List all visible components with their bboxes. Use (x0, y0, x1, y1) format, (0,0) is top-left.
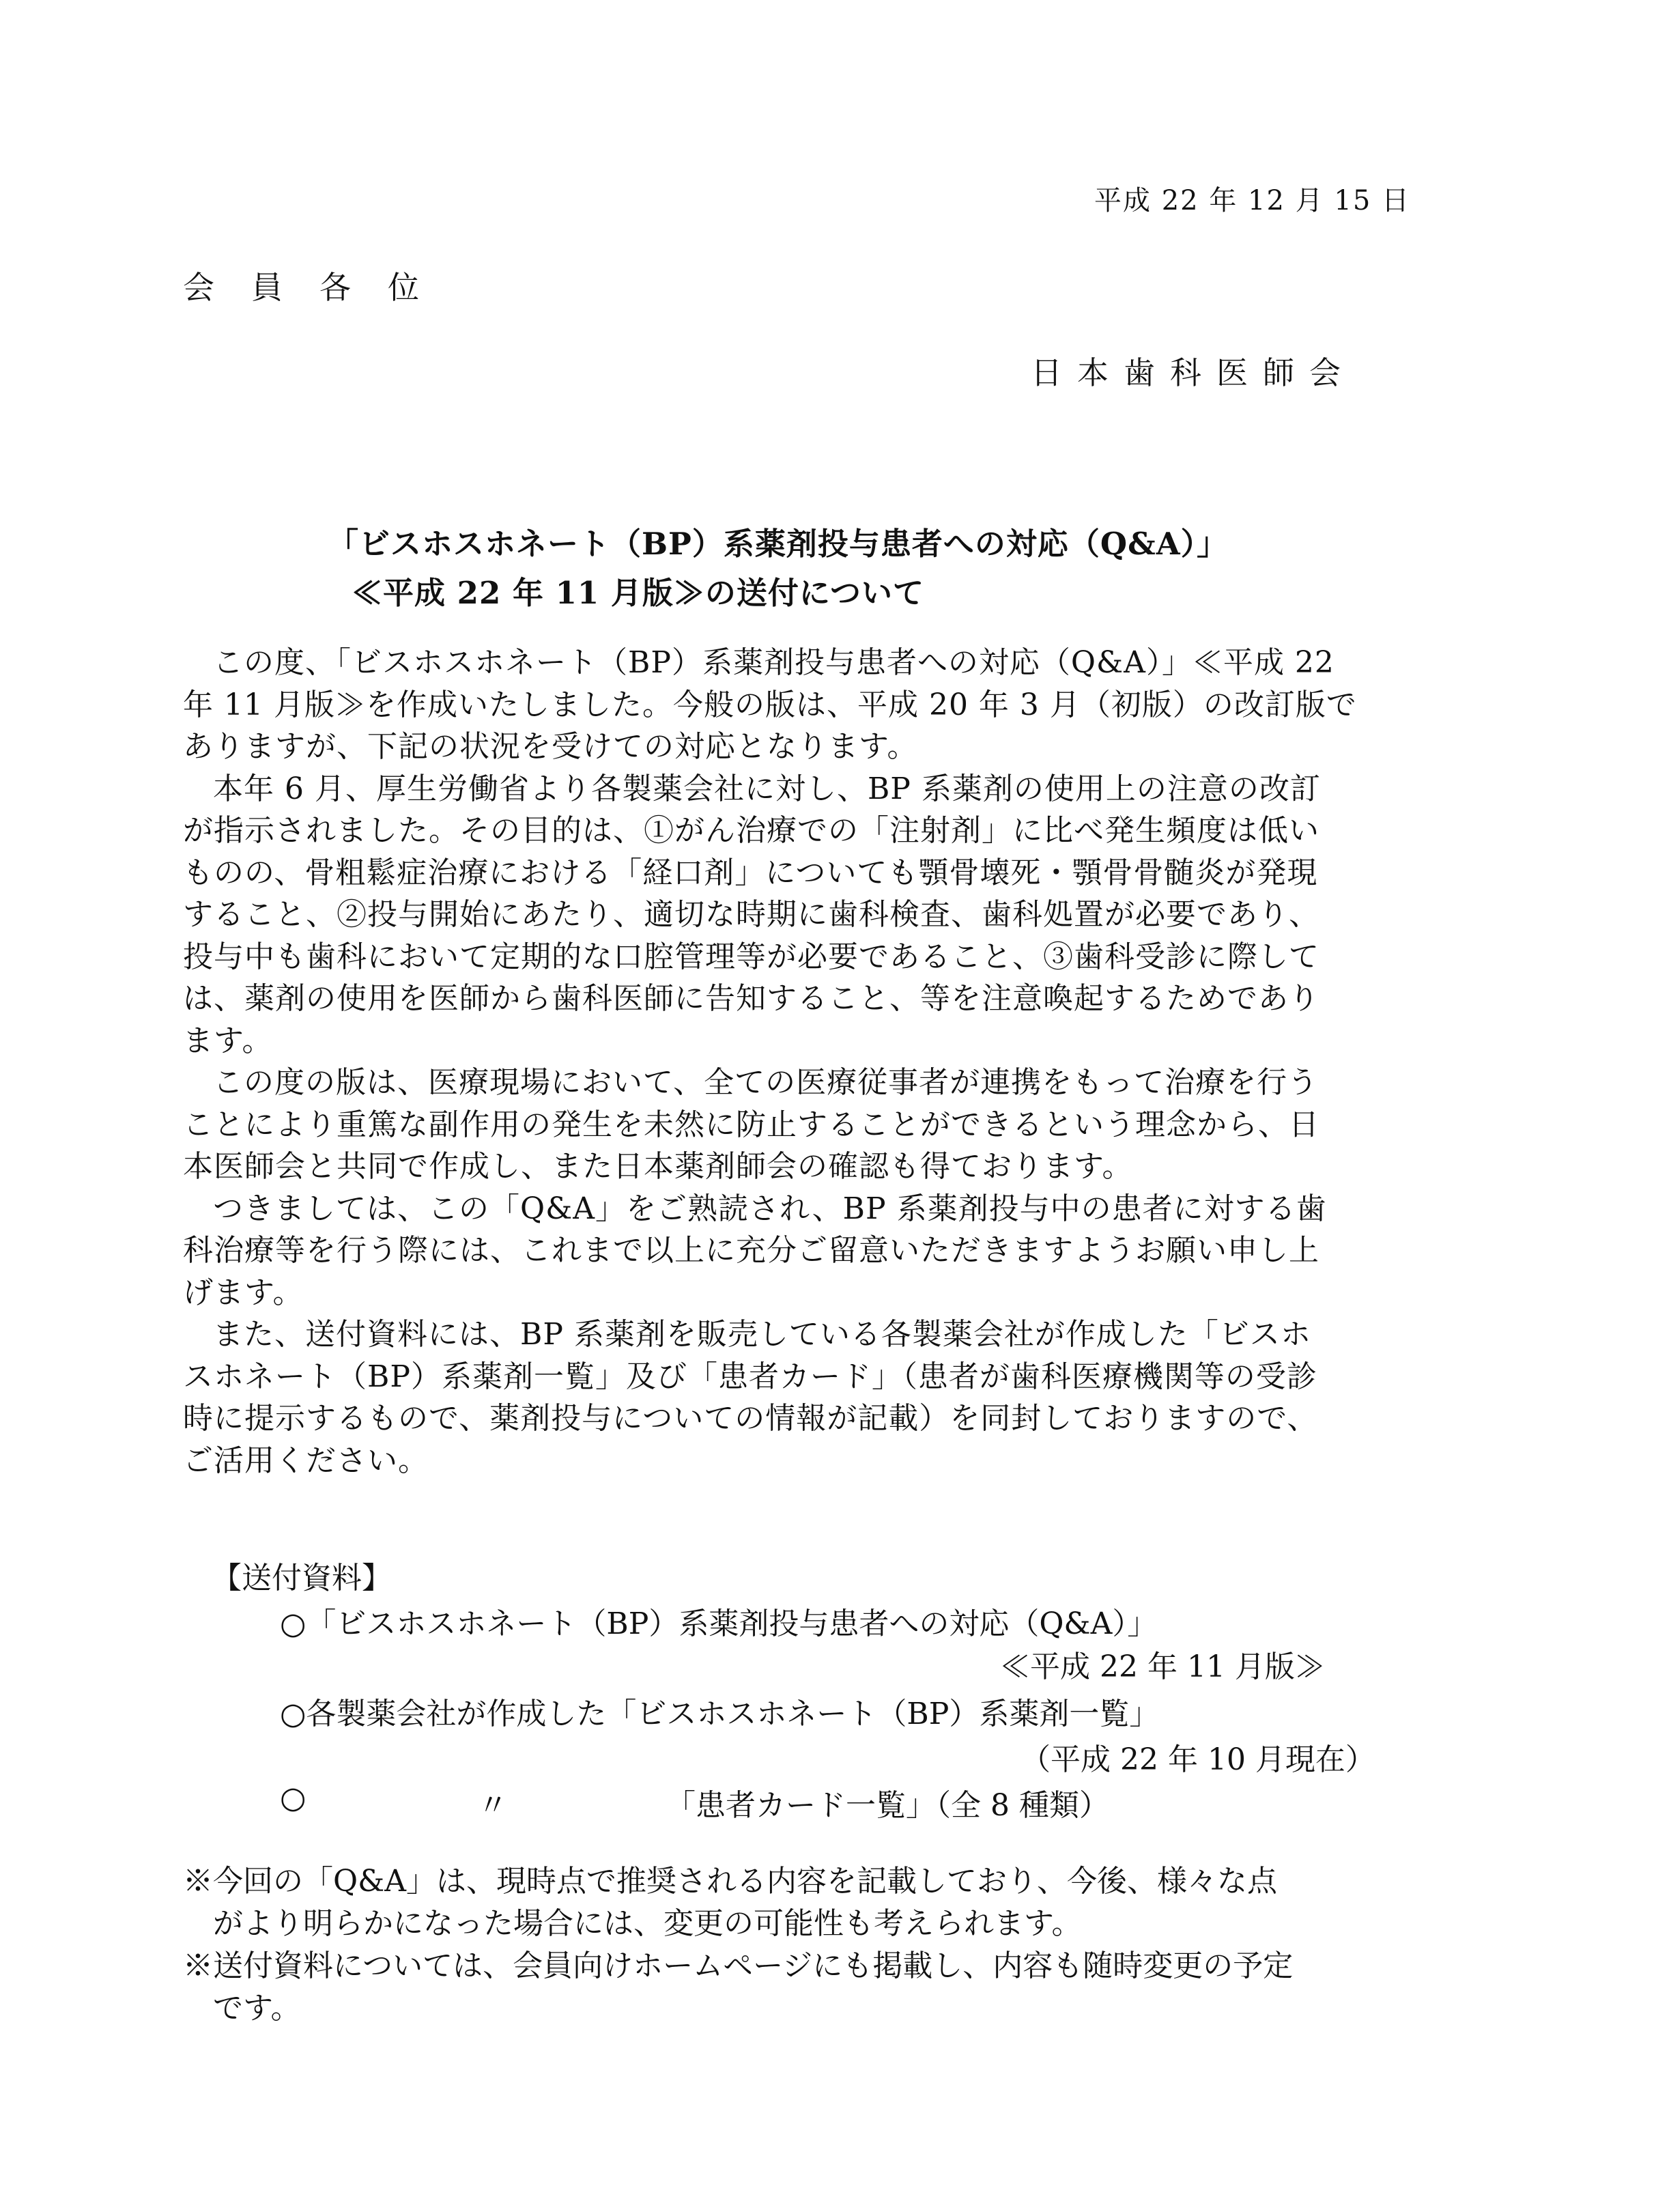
body-text (183, 642, 1412, 1481)
note-2: ※送付資料については、会員向けホームページにも掲載し、内容も随時変更の予定 です。 (183, 1948, 1294, 2026)
enclosure-item-1-edition: ≪平成 22 年 11 月版≫ (1000, 1649, 1325, 1684)
enclosure-item-2-date: （平成 22 年 10 月現在） (1020, 1742, 1375, 1777)
sender-organization: 日本歯科医師会 (1031, 354, 1356, 391)
enclosures-heading: 【送付資料】 (212, 1561, 392, 1596)
document-title-line-2: ≪平成 22 年 11 月版≫の送付について (352, 575, 925, 611)
enclosure-item-3-ditto: 〃 (478, 1788, 508, 1823)
body-paragraph-2: 本年 6 月、厚生労働省より各製薬会社に対し、BP 系薬剤の使用上の注意の改訂 が指示されました。その目的は、①がん治療での「注射剤」に比べ発生頻度は低い ものの、骨粗鬆症治療における「経口剤」についても顎骨壊死・顎骨骨髄炎が発現 すること、②投与開始にあたり、適切な時期に歯科検査、歯科処置が必要であり、 投与中も歯科において定期的な口腔管理等が必要であること、③歯科受診に際して は、薬剤の使用を医師から歯科医師に告知すること、等を注意喚起するためであり ます。 (183, 771, 1321, 1058)
enclosure-item-1: ○「ビスホスホネート（BP）系薬剤投与患者への対応（Q&A）」 (280, 1606, 1158, 1641)
enclosure-item-3: 「患者カード一覧」（全 8 種類） (666, 1788, 1109, 1823)
notes (183, 1860, 1412, 2030)
body-paragraph-4: つきましては、この「Q&A」をご熟読され、BP 系薬剤投与中の患者に対する歯 科治療等を行う際には、これまで以上に充分ご留意いただきますようお願い申し上 げます。 (183, 1191, 1327, 1310)
body-paragraph-1: この度、「ビスホスホネート（BP）系薬剤投与患者への対応（Q&A）」≪平成 22 年 11 月版≫を作成いたしました。今般の版は、平成 20 年 3 月（初版）の改訂版で ありますが、下記の状況を受けての対応となります。 (183, 645, 1357, 764)
enclosure-item-2: ○各製薬会社が作成した「ビスホスホネート（BP）系薬剤一覧」 (280, 1697, 1160, 1731)
document-date: 平成 22 年 12 月 15 日 (1094, 185, 1410, 216)
body-paragraph-3: この度の版は、医療現場において、全ての医療従事者が連携をもって治療を行う ことにより重篤な副作用の発生を未然に防止することができるという理念から、日 本医師会と共同で作成し、また日本薬剤師会の確認も得ております。 (183, 1065, 1319, 1184)
addressee: 会員各位 (183, 269, 456, 306)
enclosure-item-3-mark: ○ (280, 1781, 306, 1815)
document-title-line-1: 「ビスホスホネート（BP）系薬剤投与患者への対応（Q&A）」 (328, 526, 1229, 562)
body-paragraph-5: また、送付資料には、BP 系薬剤を販売している各製薬会社が作成した「ビスホ スホネート（BP）系薬剤一覧」及び「患者カード」（患者が歯科医療機関等の受診 時に提示するもので、薬剤投与についての情報が記載）を同封しておりますので、 ご活用ください。 (183, 1317, 1318, 1478)
note-1: ※今回の「Q&A」は、現時点で推奨される内容を記載しており、今後、様々な点 がより明らかになった場合には、変更の可能性も考えられます。 (183, 1864, 1278, 1941)
